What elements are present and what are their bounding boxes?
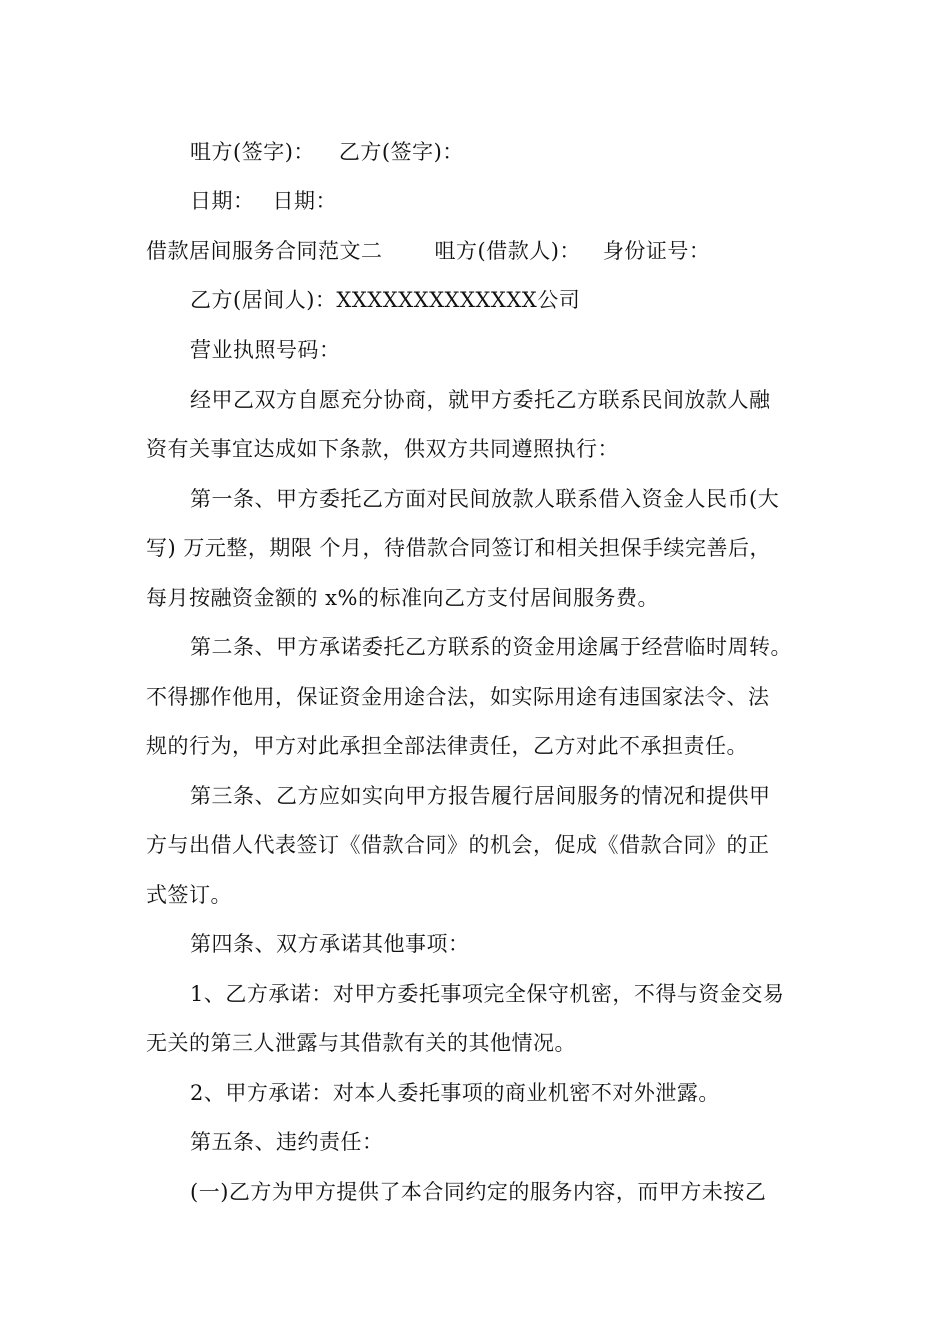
article-1-line: 每月按融资金额的 x%的标准向乙方支付居间服务费。 [146, 586, 659, 610]
article-1-line: 写) 万元整，期限 个月，待借款合同签订和相关担保手续完善后， [146, 536, 772, 560]
article-3-line: 方与出借人代表签订《借款合同》的机会，促成《借款合同》的正 [146, 833, 770, 857]
borrower-label: 咀方(借款人)： [434, 239, 581, 263]
party-b-date-label: 日期： [272, 189, 337, 213]
commitment-1-line: 无关的第三人泄露与其借款有关的其他情况。 [146, 1031, 576, 1055]
article-1-line: 第一条、甲方委托乙方面对民间放款人联系借入资金人民币(大 [190, 487, 780, 511]
document-title: 借款居间服务合同范文二 [146, 239, 383, 263]
article-2-line: 规的行为，甲方对此承担全部法律责任，乙方对此不承担责任。 [146, 734, 748, 758]
intermediary-line: 乙方(居间人)：XXXXXXXXXXXXX公司 [190, 288, 581, 312]
commitment-2-line: 2、甲方承诺：对本人委托事项的商业机密不对外泄露。 [190, 1081, 720, 1105]
liability-clause-line: (一)乙方为甲方提供了本合同约定的服务内容，而甲方未按乙 [190, 1180, 767, 1204]
title-line [146, 237, 710, 265]
business-license-line: 营业执照号码： [190, 338, 341, 362]
article-3-line: 式签订。 [146, 883, 232, 907]
paragraph-line: 资有关事宜达成如下条款，供双方共同遵照执行： [146, 437, 619, 461]
article-4-heading: 第四条、双方承诺其他事项： [190, 932, 470, 956]
article-2-line: 第二条、甲方承诺委托乙方联系的资金用途属于经营临时周转。 [190, 635, 792, 659]
party-a-signature-label: 咀方(签字)： [190, 140, 315, 164]
article-2-line: 不得挪作他用，保证资金用途合法，如实际用途有违国家法令、法 [146, 685, 770, 709]
paragraph-line: 经甲乙双方自愿充分协商，就甲方委托乙方联系民间放款人融 [190, 388, 771, 412]
party-b-signature-label: 乙方(签字)： [338, 140, 464, 164]
date-line [190, 187, 337, 215]
signature-line [190, 138, 464, 166]
commitment-1-line: 1、乙方承诺：对甲方委托事项完全保守机密，不得与资金交易 [190, 982, 785, 1006]
article-5-heading: 第五条、违约责任： [190, 1130, 384, 1154]
id-number-label: 身份证号： [602, 239, 711, 263]
party-a-date-label: 日期： [190, 189, 255, 213]
article-3-line: 第三条、乙方应如实向甲方报告履行居间服务的情况和提供甲 [190, 784, 771, 808]
